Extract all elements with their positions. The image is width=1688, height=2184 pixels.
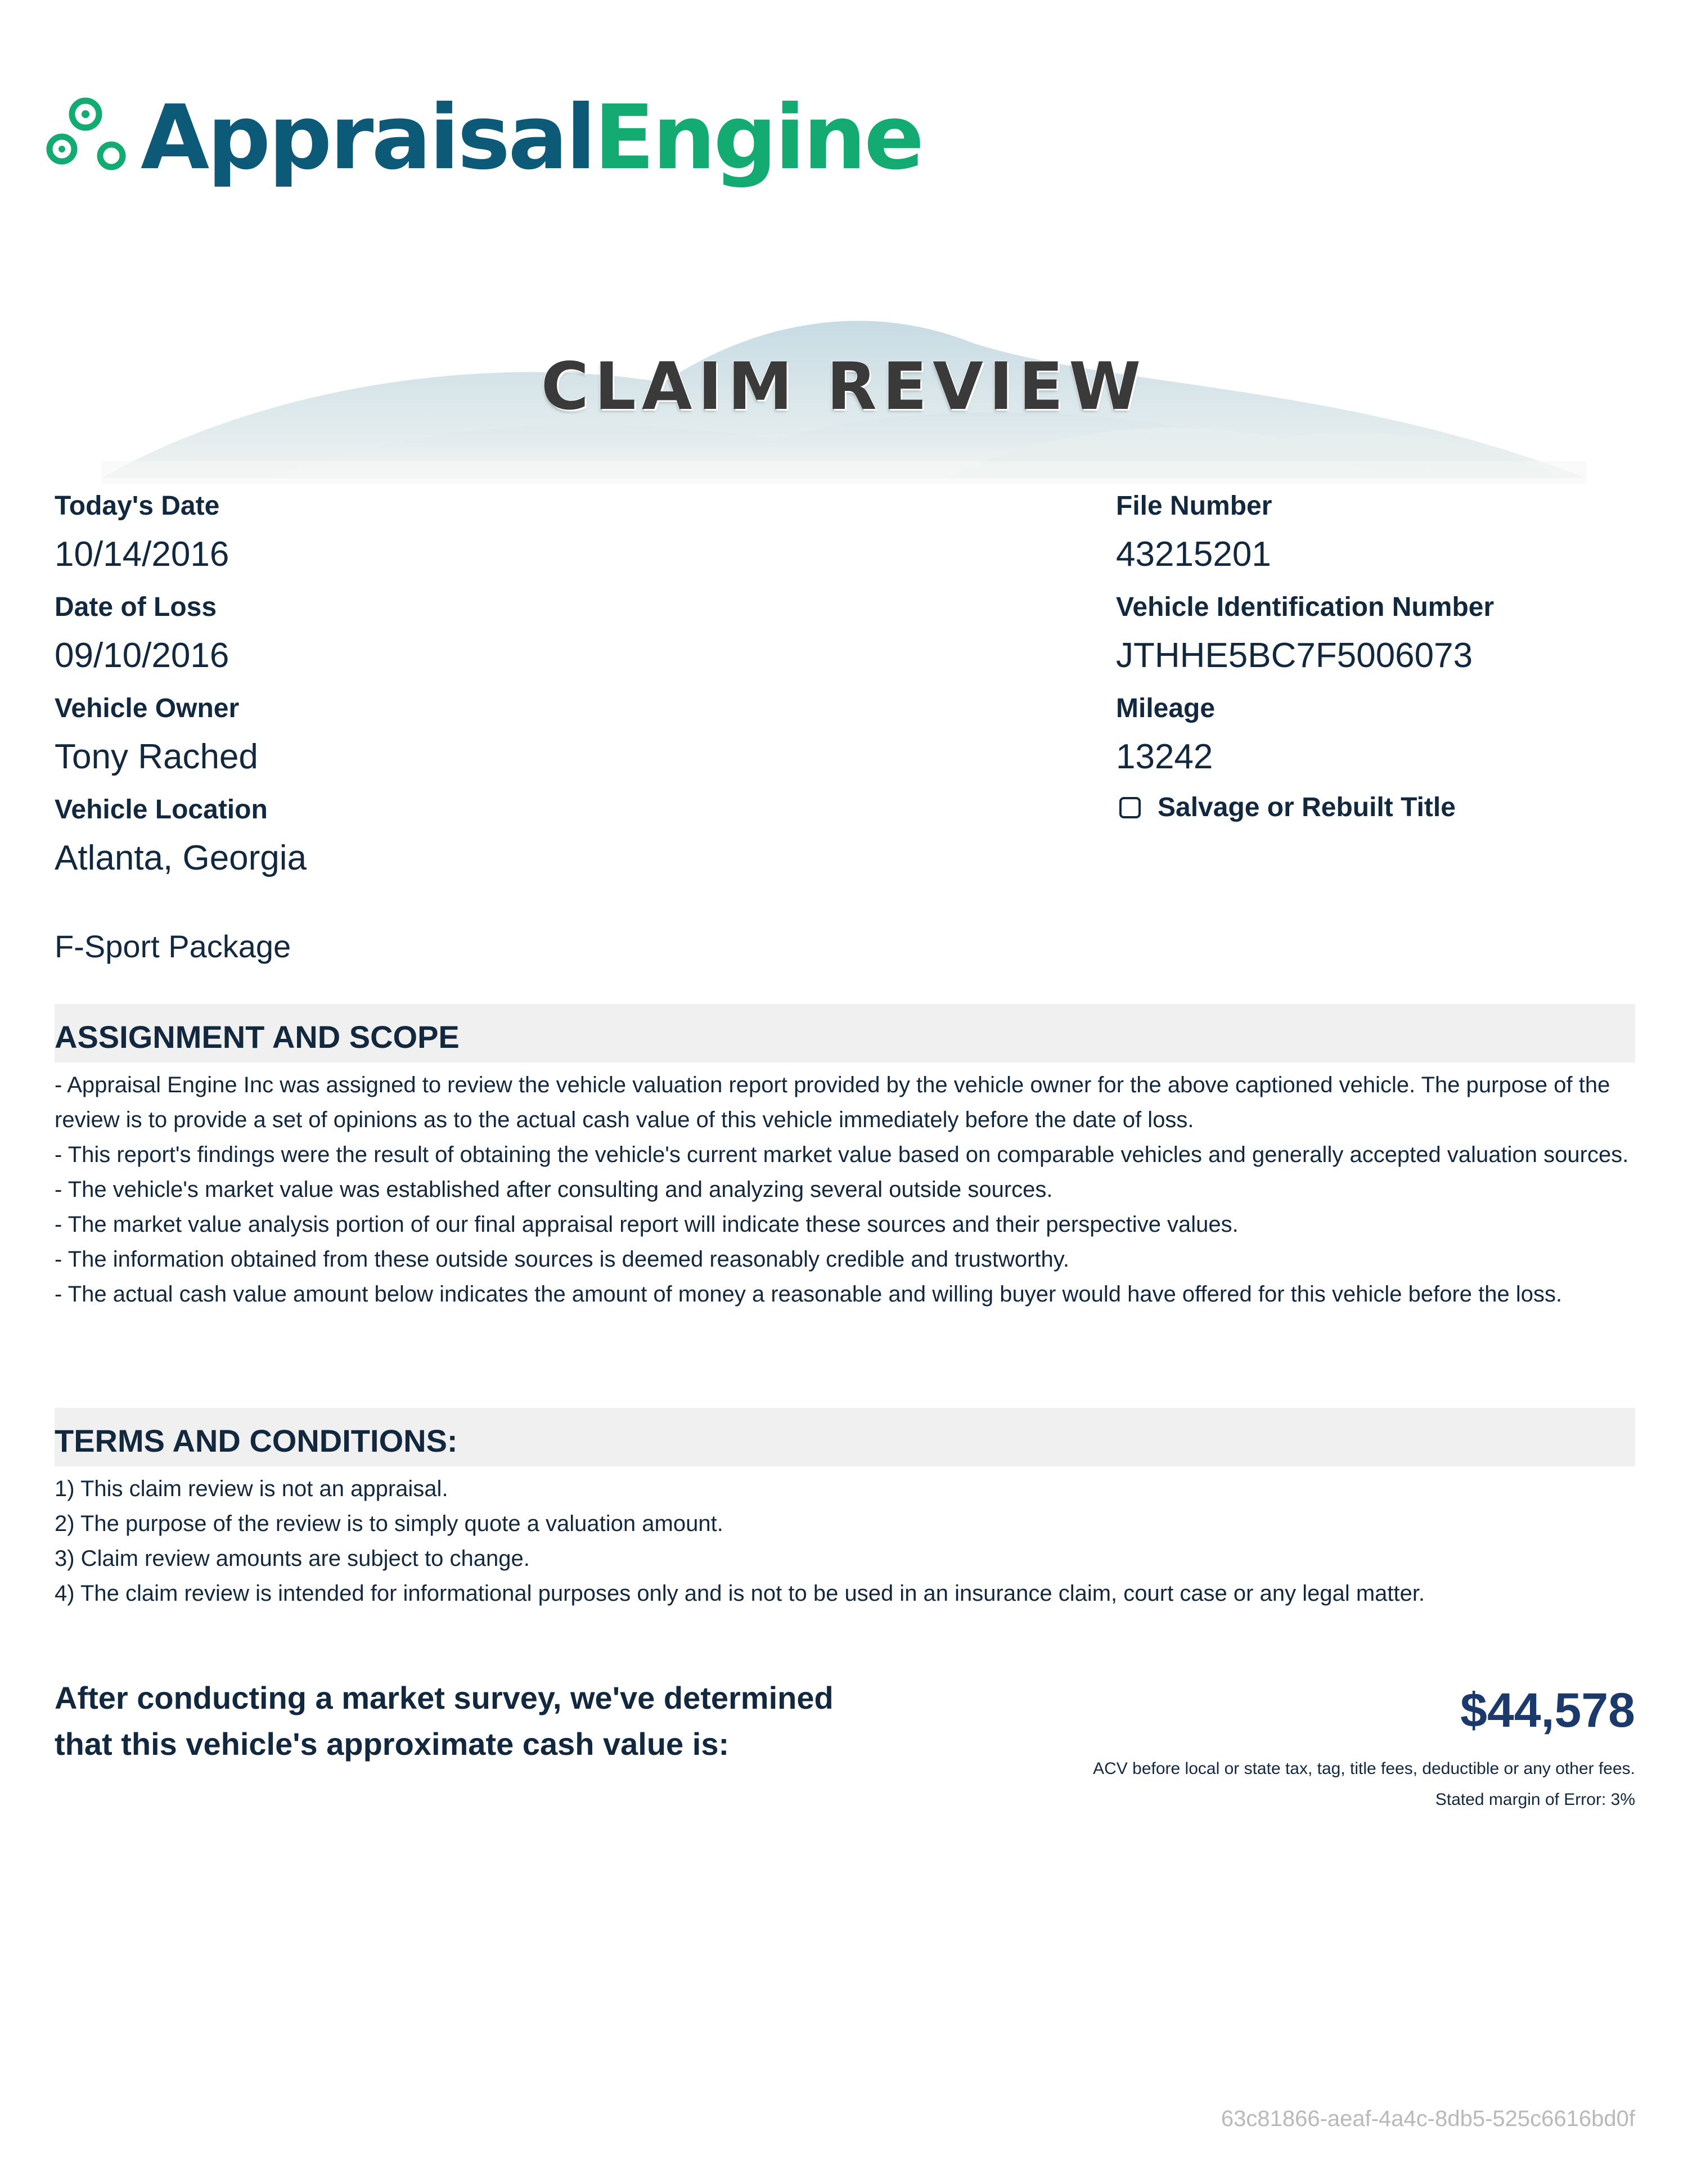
assignment-heading: ASSIGNMENT AND SCOPE	[55, 1019, 460, 1055]
claim-review-banner	[101, 292, 1586, 484]
terms-line: 1) This claim review is not an appraisal.	[55, 1476, 448, 1501]
salvage-title-label: Salvage or Rebuilt Title	[1158, 792, 1456, 822]
acv-note: ACV before local or state tax, tag, title fees, deductible or any other fees.	[1093, 1759, 1635, 1778]
terms-heading: TERMS AND CONDITIONS:	[55, 1423, 458, 1458]
vin-field	[1116, 591, 1494, 678]
todays-date-label: Today's Date	[55, 491, 220, 521]
date-of-loss-label: Date of Loss	[55, 592, 217, 622]
salvage-title-row	[1119, 792, 1456, 823]
terms-body	[55, 1471, 1635, 1611]
file-number-label: File Number	[1116, 491, 1272, 521]
date-of-loss-value: 09/10/2016	[55, 636, 229, 675]
margin-of-error-note: Stated margin of Error: 3%	[1435, 1790, 1635, 1809]
terms-section-header	[55, 1408, 1635, 1466]
assignment-line: - The vehicle's market value was established after consulting and analyzing several outside sources.	[55, 1177, 1053, 1202]
todays-date-field	[55, 489, 229, 577]
vin-value: JTHHE5BC7F5006073	[1116, 636, 1473, 675]
vehicle-owner-field	[55, 692, 258, 780]
vehicle-location-field	[55, 793, 307, 881]
acv-amount: $44,578	[1460, 1683, 1635, 1737]
terms-line: 3) Claim review amounts are subject to change.	[55, 1546, 530, 1571]
mileage-label: Mileage	[1116, 694, 1216, 723]
vehicle-owner-label: Vehicle Owner	[55, 694, 240, 723]
terms-line: 2) The purpose of the review is to simply quote a valuation amount.	[55, 1511, 723, 1536]
logo-rings-icon	[45, 93, 135, 183]
assignment-section-header	[55, 1004, 1635, 1062]
logo-word-appraisal: Appraisal	[141, 86, 594, 190]
logo-wordmark	[141, 86, 922, 190]
file-number-field	[1116, 489, 1272, 577]
assignment-line: - This report's findings were the result of obtaining the vehicle's current market value based on comparable vehicles and generally accepted valuation sources.	[55, 1142, 1629, 1167]
vin-label: Vehicle Identification Number	[1116, 592, 1495, 622]
banner-title: CLAIM REVIEW	[541, 349, 1147, 425]
vehicle-location-value: Atlanta, Georgia	[55, 839, 307, 877]
assignment-body	[55, 1068, 1635, 1312]
mileage-value: 13242	[1116, 737, 1213, 776]
assignment-line: - The market value analysis portion of our final appraisal report will indicate these sources and their perspective values.	[55, 1212, 1239, 1237]
salvage-title-checkbox[interactable]	[1119, 797, 1141, 818]
file-number-value: 43215201	[1116, 535, 1271, 574]
terms-line: 4) The claim review is intended for informational purposes only and is not to be used in an insurance claim, court case or any legal matter.	[55, 1581, 1425, 1606]
todays-date-value: 10/14/2016	[55, 535, 229, 574]
vehicle-location-label: Vehicle Location	[55, 795, 268, 825]
date-of-loss-field	[55, 591, 229, 678]
vehicle-package: F-Sport Package	[55, 929, 291, 964]
mileage-field	[1116, 692, 1215, 780]
valuation-statement: After conducting a market survey, we've determined that this vehicle's approximate cash value is:	[55, 1680, 834, 1762]
company-logo	[45, 79, 922, 197]
document-id: 63c81866-aeaf-4a4c-8db5-525c6616bd0f	[1221, 2106, 1635, 2131]
assignment-line: - Appraisal Engine Inc was assigned to review the vehicle valuation report provided by the vehicle owner for the above captioned vehicle. The purpose of the review is to provide a set of opinions as to the actual cash value of this vehicle immediately before the date of loss.	[55, 1073, 1610, 1132]
assignment-line: - The actual cash value amount below indicates the amount of money a reasonable and willing buyer would have offered for this vehicle before the loss.	[55, 1282, 1563, 1307]
vehicle-owner-value: Tony Rached	[55, 737, 258, 776]
assignment-line: - The information obtained from these outside sources is deemed reasonably credible and trustworthy.	[55, 1247, 1069, 1272]
logo-word-engine: Engine	[594, 86, 922, 190]
